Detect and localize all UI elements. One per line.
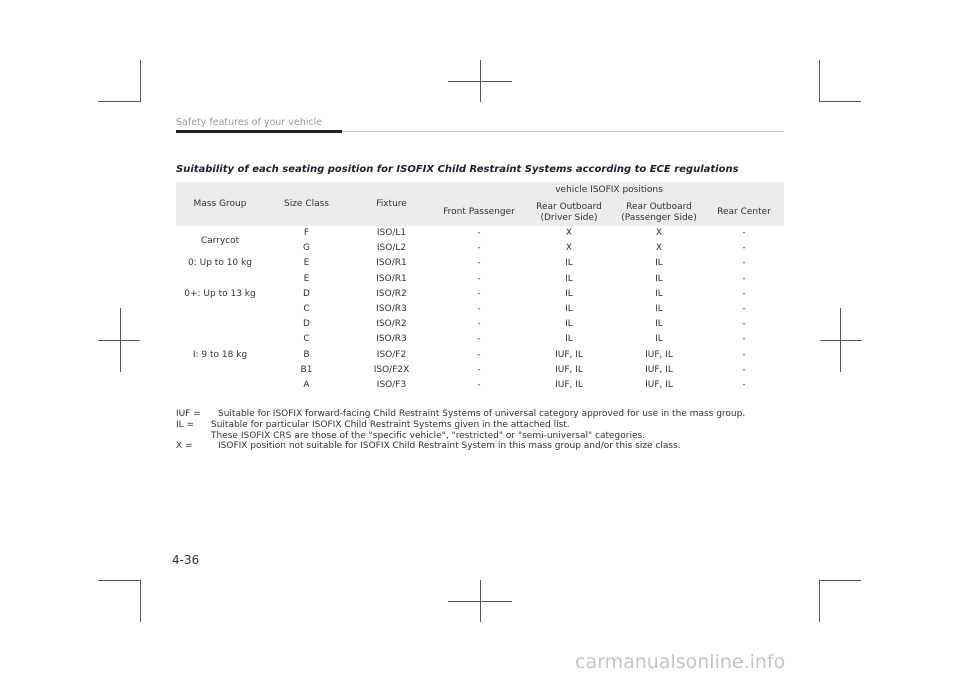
size-class-cell: E (303, 258, 310, 269)
mass-group-cell: 0+: Up to 13 kg (184, 288, 256, 299)
rear-driver-cell: IL (565, 319, 573, 330)
rear-passenger-cell: IUF, IL (645, 349, 673, 360)
table-row (176, 241, 784, 256)
fixture-cell: ISO/R2 (376, 319, 407, 330)
header-rear-driver: Rear Outboard (Driver Side) (524, 199, 614, 226)
table-row (176, 287, 784, 302)
rear-driver-cell: IL (565, 273, 573, 284)
rear-passenger-cell: X (655, 228, 663, 239)
size-class-cell: B (303, 349, 310, 360)
table-row (176, 363, 784, 378)
header-rear-center: Rear Center (704, 199, 784, 226)
size-class-cell: B1 (300, 364, 313, 375)
rear-driver-cell: IL (565, 288, 573, 299)
table-row (176, 348, 784, 363)
rear-center-cell: - (742, 228, 746, 239)
front-passenger-cell: - (477, 304, 481, 315)
note-iuf: IUF = Suitable for ISOFIX forward-facing Child Restraint Systems of universal category approved for use in the mass group. (176, 409, 746, 419)
header-rear-passenger: Rear Outboard (Passenger Side) (614, 199, 704, 226)
rear-center-cell: - (742, 304, 746, 315)
legend-notes (176, 409, 786, 452)
rear-passenger-cell: IL (655, 273, 663, 284)
front-passenger-cell: - (477, 349, 481, 360)
size-class-cell: C (303, 334, 310, 345)
note-il: IL = Suitable for particular ISOFIX Child Restraint Systems given in the attached list. These ISOFIX CRS are those of the "specific vehicle", "restricted" or "semi-universal" categories. (176, 419, 646, 441)
front-passenger-cell: - (477, 273, 481, 284)
watermark: carmanualsonline.info (575, 651, 786, 673)
rear-driver-cell: IUF, IL (555, 349, 583, 360)
rear-center-cell: - (742, 273, 746, 284)
table-row (176, 302, 784, 317)
front-passenger-cell: - (477, 243, 481, 254)
mass-group-cell: Carrycot (200, 235, 240, 246)
mass-group-cell: I: 9 to 18 kg (192, 349, 248, 360)
mass-group-cell: 0: Up to 10 kg (188, 258, 252, 269)
header-positions: vehicle ISOFIX positions (434, 182, 784, 199)
rear-passenger-cell: IL (655, 319, 663, 330)
front-passenger-cell: - (477, 379, 481, 390)
header-size-class: Size Class (264, 182, 349, 226)
rear-driver-cell: IL (565, 258, 573, 269)
rear-passenger-cell: IUF, IL (645, 379, 673, 390)
front-passenger-cell: - (477, 288, 481, 299)
front-passenger-cell: - (477, 364, 481, 375)
rear-center-cell: - (742, 364, 746, 375)
fixture-cell: ISO/R3 (376, 304, 407, 315)
table-row (176, 226, 784, 241)
rear-driver-cell: IL (565, 304, 573, 315)
size-class-cell: F (303, 228, 310, 239)
header-bar (176, 130, 342, 133)
note-x: X = ISOFIX position not suitable for ISOFIX Child Restraint System in this mass group and/or this size class. (176, 441, 681, 452)
front-passenger-cell: - (477, 334, 481, 345)
header-mass-group: Mass Group (176, 182, 264, 226)
fixture-cell: ISO/R1 (376, 258, 407, 269)
rear-center-cell: - (742, 334, 746, 345)
fixture-cell: ISO/F3 (376, 379, 407, 390)
fixture-cell: ISO/R2 (376, 288, 407, 299)
rear-driver-cell: X (565, 243, 573, 254)
rear-center-cell: - (742, 288, 746, 299)
size-class-cell: G (303, 243, 310, 254)
fixture-cell: ISO/L2 (376, 243, 407, 254)
rear-passenger-cell: X (655, 243, 663, 254)
page-number: 4-36 (172, 553, 200, 567)
size-class-cell: C (303, 304, 310, 315)
front-passenger-cell: - (477, 228, 481, 239)
table-row (176, 317, 784, 332)
header-rule (342, 131, 784, 132)
isofix-table (176, 182, 784, 393)
rear-driver-cell: IUF, IL (555, 364, 583, 375)
rear-driver-cell: IL (565, 334, 573, 345)
table-row (176, 332, 784, 347)
fixture-cell: ISO/R3 (376, 334, 407, 345)
rear-center-cell: - (742, 379, 746, 390)
rear-passenger-cell: IL (655, 334, 663, 345)
fixture-cell: ISO/F2 (376, 349, 407, 360)
table-row (176, 256, 784, 271)
rear-driver-cell: X (565, 228, 573, 239)
rear-center-cell: - (742, 349, 746, 360)
front-passenger-cell: - (477, 319, 481, 330)
header-front-passenger: Front Passenger (434, 199, 524, 226)
table-row (176, 378, 784, 393)
size-class-cell: D (303, 319, 310, 330)
rear-passenger-cell: IL (655, 258, 663, 269)
rear-driver-cell: IUF, IL (555, 379, 583, 390)
fixture-cell: ISO/R1 (376, 273, 407, 284)
rear-passenger-cell: IL (655, 288, 663, 299)
size-class-cell: D (303, 288, 310, 299)
page-title: Suitability of each seating position for ISOFIX Child Restraint Systems according to ECE regulations (176, 164, 739, 175)
rear-center-cell: - (742, 258, 746, 269)
size-class-cell: A (303, 379, 310, 390)
size-class-cell: E (303, 273, 310, 284)
fixture-cell: ISO/L1 (376, 228, 407, 239)
rear-center-cell: - (742, 243, 746, 254)
rear-center-cell: - (742, 319, 746, 330)
section-header: Safety features of your vehicle (176, 117, 323, 128)
rear-passenger-cell: IL (655, 304, 663, 315)
table-row (176, 272, 784, 287)
rear-passenger-cell: IUF, IL (645, 364, 673, 375)
header-fixture: Fixture (349, 182, 434, 226)
fixture-cell: ISO/F2X (373, 364, 410, 375)
front-passenger-cell: - (477, 258, 481, 269)
